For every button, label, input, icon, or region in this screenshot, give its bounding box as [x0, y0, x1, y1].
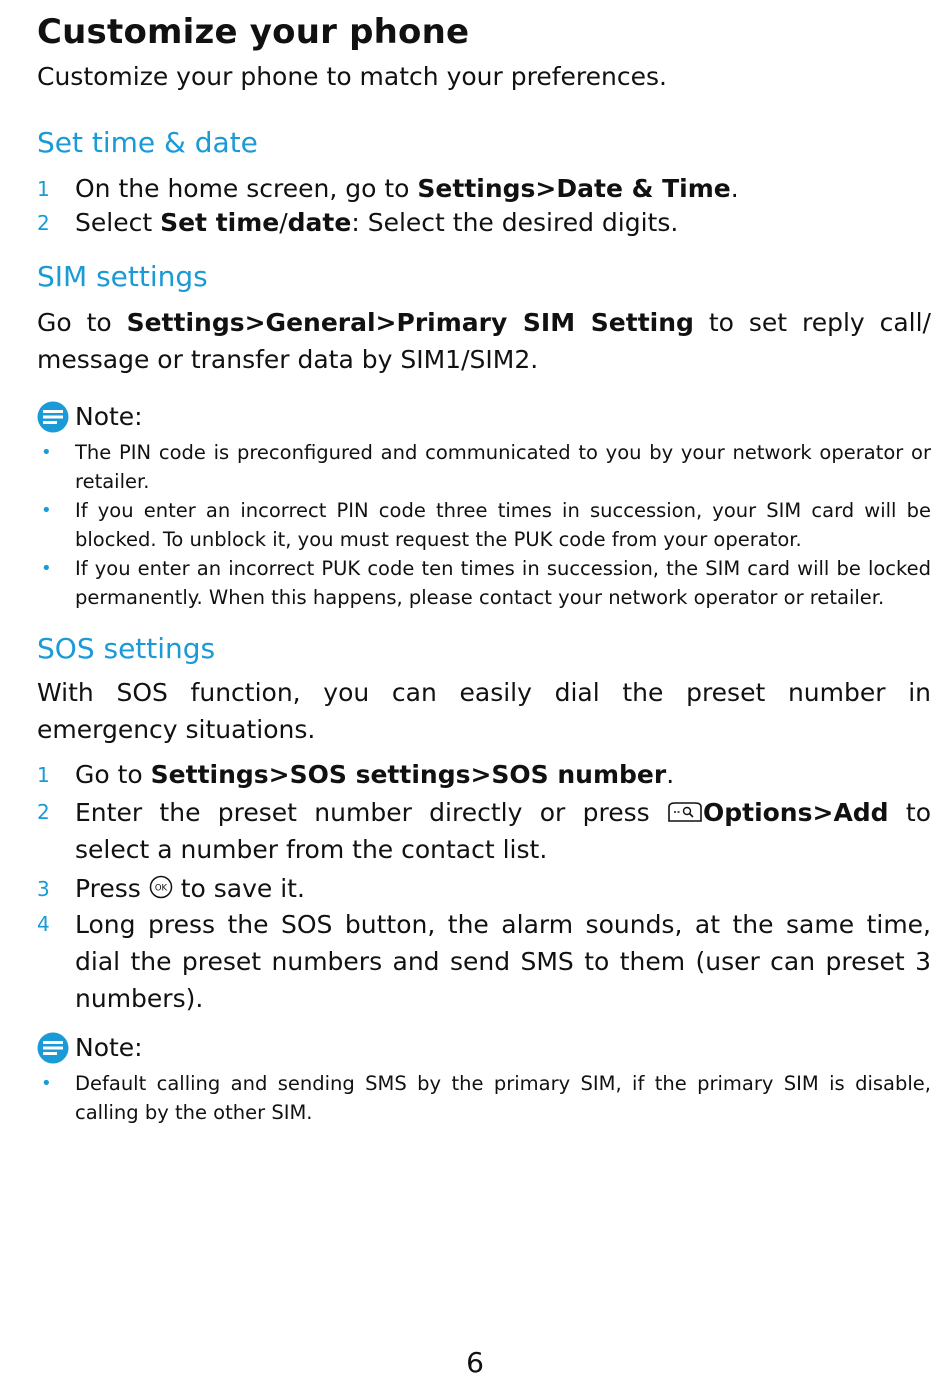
page-title: Customize your phone	[37, 12, 470, 52]
sos-step-1: 1 Go to Settings>SOS settings>SOS number.	[37, 758, 931, 792]
heading-set-time-date: Set time & date	[37, 126, 258, 159]
list-item: • If you enter an incorrect PUK code ten times in succession, the SIM card will be locked permanently. When this happens, please contact your network operator or retailer.	[41, 557, 931, 609]
time-step-2: 2 Select Set time/date: Select the desired digits.	[37, 206, 931, 240]
time-steps	[37, 172, 931, 240]
step-number: 3	[37, 877, 50, 901]
heading-sim-settings: SIM settings	[37, 260, 208, 293]
page-number: 6	[466, 1346, 484, 1379]
list-item: • The PIN code is preconfigured and communicated to you by your network operator or retailer.	[41, 441, 931, 493]
sos-step-3: 3 Press OK to save it.	[37, 872, 931, 906]
list-item: • If you enter an incorrect PIN code three times in succession, your SIM card will be blocked. To unblock it, you must request the PUK code from your operator.	[41, 499, 931, 551]
sos-note-heading: Note:	[37, 1031, 931, 1065]
sos-note-list	[37, 1069, 931, 1127]
sim-note-heading: Note:	[37, 400, 931, 434]
heading-sos-settings: SOS settings	[37, 632, 216, 665]
sos-intro: With SOS function, you can easily dial the preset number in emergency situations.	[37, 678, 931, 744]
page-intro: Customize your phone to match your preferences.	[37, 62, 667, 91]
step-number: 1	[37, 177, 50, 201]
sos-step-4: 4 Long press the SOS button, the alarm sounds, at the same time, dial the preset numbers and send SMS to them (user can preset 3 numbers).	[37, 906, 931, 1017]
step-number: 2	[37, 800, 50, 824]
note-icon	[37, 1032, 69, 1064]
ok-key-icon	[149, 875, 173, 899]
step-number: 2	[37, 211, 50, 235]
sos-step-2: 2 Enter the preset number directly or press Options>Add to select a number from the contact list.	[37, 794, 931, 868]
document-page	[37, 8, 931, 1127]
options-key-icon	[667, 801, 703, 823]
step-number: 4	[37, 912, 50, 936]
sos-steps	[37, 758, 931, 1017]
list-item: • Default calling and sending SMS by the primary SIM, if the primary SIM is disable, calling by the other SIM.	[41, 1072, 931, 1124]
sim-note-list	[37, 438, 931, 612]
note-icon	[37, 401, 69, 433]
time-step-1: 1 On the home screen, go to Settings>Date & Time.	[37, 172, 931, 206]
svg-text:OK: OK	[154, 883, 167, 894]
sim-paragraph: Go to Settings>General>Primary SIM Setting to set reply call/ message or transfer data by SIM1/SIM2.	[37, 308, 931, 374]
step-number: 1	[37, 763, 50, 787]
